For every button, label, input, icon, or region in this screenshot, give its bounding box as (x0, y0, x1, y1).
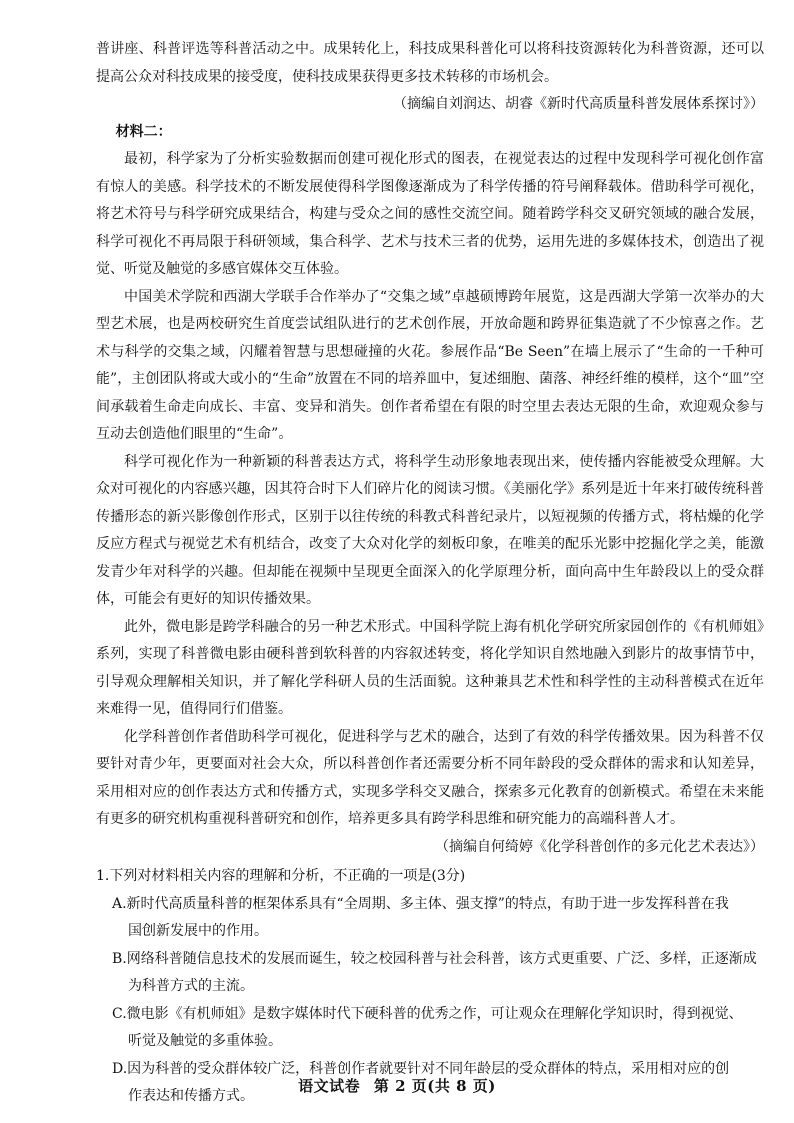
option-d-line-1: D.因为科普的受众群体较广泛，科普创作者就要针对不同年龄层的受众群体的特点，采用相对应的创 (112, 1060, 730, 1077)
option-c-line-2: 听觉及触觉的多重体验。 (128, 1033, 282, 1049)
material-two-paragraph-1: 最初，科学家为了分析实验数据而创建可视化形式的图表，在视觉表达的过程中发现科学可视化创作富有惊人的美感。科学技术的不断发展使得科学图像逐渐成为了科学传播的符号阐释载体。借助科学可视化，将艺术符号与科学研究成果结合，构建与受众之间的感性交流空间。随着跨学科交叉研究领域的融合发展，科学可视化不再局限于科研领域，集合科学、艺术与技术三者的优势，运用先进的多媒体技术，创造出了视觉、听觉及触觉的多感官媒体交互体验。 (96, 151, 764, 277)
option-a-line-1: A.新时代高质量科普的框架体系具有“全周期、多主体、强支撑”的特点，有助于进一步发挥科普在我 (112, 895, 729, 912)
option-c-line-1: C.微电影《有机师姐》是数字媒体时代下硬科普的优秀之作，可让观众在理解化学知识时，得到视觉、 (112, 1005, 743, 1022)
material-two-paragraph-2: 中国美术学院和西湖大学联手合作举办了“交集之域”卓越硕博跨年展览，这是西湖大学第一次举办的大型艺术展，也是两校研究生首度尝试组队进行的艺术创作展，开放命题和跨界征集造就了不少惊喜之作。艺术与科学的交集之域，闪耀着智慧与思想碰撞的火花。参展作品“Be Seen”在墙上展示了“生命的一千种可能”，主创团队将或大或小的“生命”放置在不同的培养皿中，复述细胞、菌落、神经纤维的模样，这个“皿”空间承载着生命走向成长、丰富、变异和消失。创作者希望在有限的时空里去表达无限的生命，欢迎观众参与互动去创造他们眼里的“生命”。 (96, 288, 764, 442)
option-a-line-2: 国创新发展中的作用。 (128, 923, 268, 939)
material-two-heading: 材料二： (115, 123, 172, 140)
material-two-paragraph-3: 科学可视化作为一种新颖的科普表达方式，将科学生动形象地表现出来，使传播内容能被受众理解。大众对可视化的内容感兴趣，因其符合时下人们碎片化的阅读习惯。《美丽化学》系列是近十年来打破传统科普传播形态的新兴影像创作形式，区别于以往传统的科教式科普纪录片，以短视频的传播方式，将枯燥的化学反应方程式与视觉艺术有机结合，改变了大众对化学的刻板印象，在唯美的配乐光影中挖掘化学之美，能激发青少年对科学的兴趣。但却能在视频中呈现更全面深入的化学原理分析，面向高中生年龄段以上的受众群体，可能会有更好的知识传播效果。 (96, 453, 764, 607)
option-b-line-1: B.网络科普随信息技术的发展而诞生，较之校园科普与社会科普，该方式更重要、广泛、多样，正逐渐成 (112, 950, 757, 967)
material-two-paragraph-4: 此外，微电影是跨学科融合的另一种艺术形式。中国科学院上海有机化学研究所家园创作的《有机师姐》系列，实现了科普微电影由硬科普到软科普的内容叙述转变，将化学知识自然地融入到影片的故事情节中，引导观众理解相关知识，并了解化学科研人员的生活面貌。这种兼具艺术性和科学性的主动科普模式在近年来难得一见，值得同行们借鉴。 (96, 618, 764, 717)
page-footer (0, 1075, 794, 1096)
material-one-tail: 普讲座、科普评选等科普活动之中。成果转化上，科技成果科普化可以将科技资源转化为科普资源，还可以提高公众对科技成果的接受度，使科技成果获得更多技术转移的市场机会。 (96, 41, 764, 85)
question-1-option-c (96, 1001, 764, 1056)
material-one-source: （摘编自刘润达、胡睿《新时代高质量科普发展体系探讨》） (393, 96, 764, 112)
option-b-line-2: 为科普方式的主流。 (128, 978, 254, 994)
footer-page-number: 第 2 页(共 8 页) (373, 1077, 496, 1095)
question-1-option-a (96, 891, 764, 946)
material-two-source: （摘编自何绮婷《化学科普创作的多元化艺术表达》） (435, 838, 764, 855)
material-two-paragraph-5: 化学科普创作者借助科学可视化，促进科学与艺术的融合，达到了有效的科学传播效果。因为科普不仅要针对青少年，更要面对社会大众，所以科普创作者还需要分析不同年龄段的受众群体的需求和认知差异，采用相对应的创作表达方式和传播方式，实现多学科交叉融合，探索多元化教育的创新模式。希望在未来能有更多的研究机构重视科普研究和创作，培养更多具有跨学科思维和研究能力的高端科普人才。 (96, 728, 764, 827)
option-d-line-2: 作表达和传播方式。 (128, 1088, 254, 1104)
question-1-option-b (96, 946, 764, 1001)
question-1-stem: 1.下列对材料相关内容的理解和分析，不正确的一项是(3分) (96, 868, 466, 884)
footer-subject: 语文试卷 (298, 1077, 361, 1095)
